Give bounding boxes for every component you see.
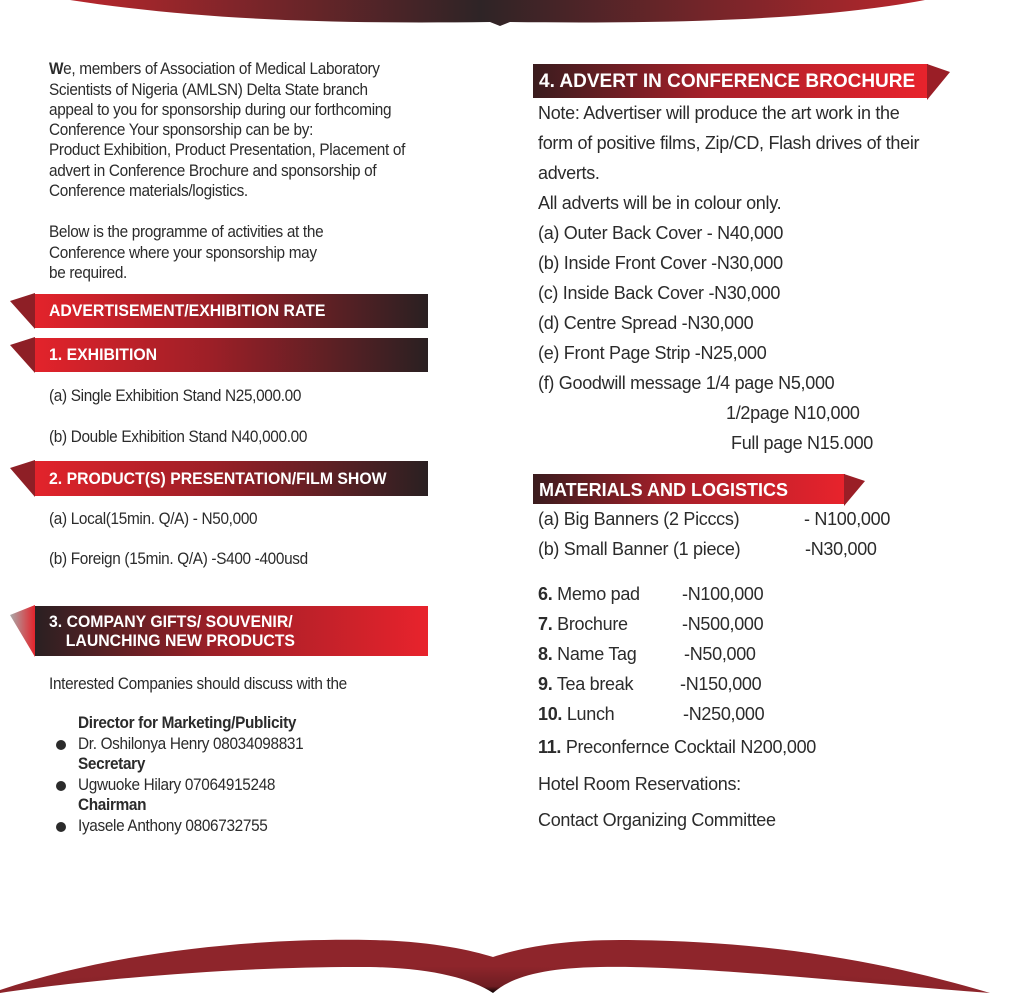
intro-line: Scientists of Nigeria (AMLSN) Delta State branch <box>49 81 368 99</box>
bullet-icon <box>56 822 66 832</box>
goodwill-extra: Full page N15.000 <box>731 433 874 453</box>
item-label: Preconfernce Cocktail N200,000 <box>565 737 816 757</box>
lead-letter: W <box>49 60 64 78</box>
programme-line: be required. <box>49 264 127 282</box>
intro-line <box>49 59 380 79</box>
bullet-icon <box>56 781 66 791</box>
cocktail-item <box>538 736 816 758</box>
banner-item-label: (a) Big Banners (2 Picccs) <box>538 509 740 529</box>
brochure-item: (f) Goodwill message 1/4 page N5,000 <box>538 373 835 393</box>
material-price: -N100,000 <box>682 584 764 604</box>
item-number: 10. <box>538 704 563 724</box>
banner-item-label: (b) Small Banner (1 piece) <box>538 539 741 559</box>
goodwill-extra: 1/2page N10,000 <box>726 403 860 423</box>
contact-person: Ugwuoke Hilary 07064915248 <box>78 776 276 794</box>
brochure-item: (e) Front Page Strip -N25,000 <box>538 343 767 363</box>
item-label: Name Tag <box>557 644 637 664</box>
ribbon-fold-icon <box>927 64 951 100</box>
bottom-swoosh-decoration <box>0 930 1024 993</box>
banner-item-price: - N100,000 <box>804 509 891 529</box>
material-price: -N150,000 <box>680 674 762 694</box>
material-price: -N50,000 <box>684 644 756 664</box>
programme-line: Conference where your sponsorship may <box>49 244 317 262</box>
hotel-reservations: Hotel Room Reservations: <box>538 774 741 794</box>
heading-text: ADVERTISEMENT/EXHIBITION RATE <box>49 301 326 320</box>
top-swoosh-decoration <box>0 0 1024 30</box>
material-item <box>538 673 633 695</box>
contact-role: Secretary <box>78 755 146 773</box>
intro-line: Conference Your sponsorship can be by: <box>49 121 314 139</box>
heading-text: LAUNCHING NEW PRODUCTS <box>65 631 295 650</box>
contact-person: Iyasele Anthony 0806732755 <box>78 817 268 835</box>
ribbon-fold-icon <box>10 293 36 329</box>
material-item <box>538 583 640 605</box>
brochure-item: (a) Outer Back Cover - N40,000 <box>538 223 784 243</box>
intro-line: Conference materials/logistics. <box>49 182 248 200</box>
item-number: 11. <box>538 737 562 757</box>
brochure-heading <box>533 64 928 98</box>
presentation-item: (b) Foreign (15min. Q/A) -S400 -400usd <box>49 550 308 568</box>
ribbon-fold-icon <box>10 605 36 657</box>
presentation-item: (a) Local(15min. Q/A) - N50,000 <box>49 510 258 528</box>
contact-role: Chairman <box>78 796 147 814</box>
material-item <box>538 643 636 665</box>
exhibition-item: (a) Single Exhibition Stand N25,000.00 <box>49 387 302 405</box>
material-item <box>538 613 628 635</box>
company-gifts-heading <box>35 606 428 656</box>
brochure-note: Note: Advertiser will produce the art work in the <box>538 103 900 123</box>
item-number: 6. <box>538 584 553 604</box>
item-label: Tea break <box>556 674 634 694</box>
brochure-item: (d) Centre Spread -N30,000 <box>538 313 754 333</box>
advertisement-rate-heading <box>35 294 428 328</box>
brochure-note: adverts. <box>538 163 600 183</box>
intro-text: e, members of Association of Medical Laboratory <box>63 60 380 78</box>
item-label: Memo pad <box>557 584 640 604</box>
contact-person: Dr. Oshilonya Henry 08034098831 <box>78 735 304 753</box>
contact-role: Director for Marketing/Publicity <box>78 714 297 732</box>
exhibition-item: (b) Double Exhibition Stand N40,000.00 <box>49 428 308 446</box>
contact-committee: Contact Organizing Committee <box>538 810 776 830</box>
ribbon-fold-icon <box>10 337 36 373</box>
heading-text: 1. EXHIBITION <box>49 345 158 364</box>
ribbon-fold-icon <box>844 474 866 506</box>
material-price: -N500,000 <box>682 614 764 634</box>
brochure-item: (b) Inside Front Cover -N30,000 <box>538 253 783 273</box>
materials-heading <box>533 474 845 504</box>
material-price: -N250,000 <box>683 704 765 724</box>
item-number: 9. <box>538 674 553 694</box>
heading-text: 4. ADVERT IN CONFERENCE BROCHURE <box>539 71 916 92</box>
intro-line: Product Exhibition, Product Presentation, Placement of <box>49 141 406 159</box>
gifts-intro: Interested Companies should discuss with the <box>49 675 347 693</box>
ribbon-fold-icon <box>10 460 36 497</box>
brochure-item: (c) Inside Back Cover -N30,000 <box>538 283 781 303</box>
programme-line: Below is the programme of activities at the <box>49 223 324 241</box>
heading-text: 2. PRODUCT(S) PRESENTATION/FILM SHOW <box>49 469 387 488</box>
bullet-icon <box>56 740 66 750</box>
heading-text: MATERIALS AND LOGISTICS <box>539 480 788 500</box>
material-item <box>538 703 614 725</box>
item-number: 8. <box>538 644 553 664</box>
item-label: Brochure <box>557 614 628 634</box>
exhibition-heading <box>35 338 428 372</box>
brochure-note: form of positive films, Zip/CD, Flash drives of their <box>538 133 920 153</box>
intro-line: appeal to you for sponsorship during our forthcoming <box>49 101 392 119</box>
intro-line: advert in Conference Brochure and sponsorship of <box>49 162 377 180</box>
brochure-note: All adverts will be in colour only. <box>538 193 782 213</box>
presentation-heading <box>35 461 428 496</box>
item-label: Lunch <box>566 704 615 724</box>
banner-item-price: -N30,000 <box>805 539 877 559</box>
item-number: 7. <box>538 614 553 634</box>
heading-text: 3. COMPANY GIFTS/ SOUVENIR/ <box>49 612 293 631</box>
